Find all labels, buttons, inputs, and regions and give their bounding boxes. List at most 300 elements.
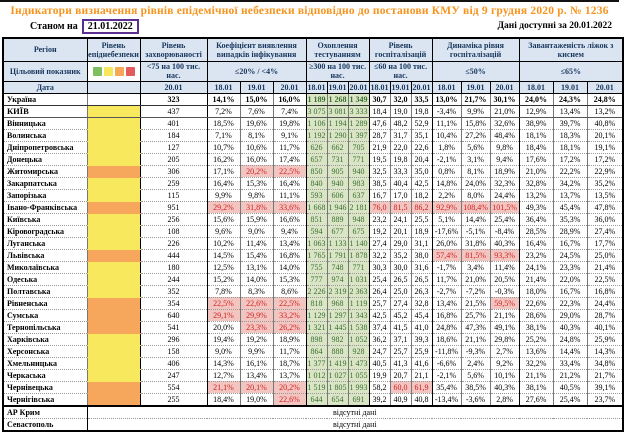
value-cell: 25,7% — [461, 309, 490, 321]
value-cell: 898 — [306, 333, 327, 345]
target-oxygen-beds: ≤65% — [519, 61, 623, 81]
value-cell: 306 — [140, 165, 207, 177]
value-cell: 21,0% — [490, 105, 519, 117]
table-row — [3, 153, 623, 165]
value-cell: 948 — [348, 213, 369, 225]
value-cell: 108 — [140, 225, 207, 237]
value-cell: 30,0 — [390, 261, 411, 273]
value-cell: 25,7 — [369, 297, 390, 309]
value-cell: 17,7% — [587, 237, 623, 249]
value-cell: -8,4% — [490, 225, 519, 237]
value-cell: 13,2% — [519, 189, 553, 201]
value-cell: 25,5 — [411, 213, 432, 225]
value-cell: 26,3 — [411, 285, 432, 297]
value-cell: 1 055 — [349, 370, 368, 380]
epi-level-cell — [87, 237, 140, 249]
value-cell: 28,5% — [519, 225, 553, 237]
value-cell: 24,7 — [369, 345, 390, 357]
value-cell: 101,5% — [490, 201, 519, 213]
value-cell: 20,2% — [273, 381, 306, 393]
value-cell: 92,9% — [432, 201, 461, 213]
value-cell: 7,8% — [207, 285, 240, 297]
value-cell: 24,8% — [553, 333, 587, 345]
value-cell: 12,9% — [519, 105, 553, 117]
col-header-morbidity: Рівень захворюваності — [140, 38, 207, 61]
date-cell: 20.01 — [412, 82, 431, 92]
epi-level-cell — [87, 105, 140, 117]
value-cell: 16,4% — [519, 237, 553, 249]
value-cell: 22,0% — [553, 273, 587, 285]
table-row — [3, 297, 623, 309]
date-cell: 18.01 — [307, 82, 326, 92]
value-cell: 354 — [140, 297, 207, 309]
value-cell: 255 — [140, 393, 207, 406]
value-cell: 888 — [327, 345, 348, 357]
table-row — [3, 165, 623, 177]
value-cell: 1 119 — [349, 298, 368, 308]
value-cell: 52,9 — [411, 117, 432, 129]
value-cell: 26,5 — [411, 273, 432, 285]
value-cell: -3,6% — [461, 393, 490, 406]
value-cell: 654 — [327, 393, 348, 406]
value-cell: 11,1% — [432, 117, 461, 129]
value-cell: 15,8% — [461, 117, 490, 129]
value-cell: 32,8 — [411, 297, 432, 309]
table-header — [3, 38, 623, 93]
value-cell: 17,2% — [553, 153, 587, 165]
value-cell: 38,5 — [369, 177, 390, 189]
value-cell: 10,4% — [432, 129, 461, 141]
epi-level-cell — [87, 165, 140, 177]
value-cell: 755 — [306, 261, 327, 273]
value-cell: 22,5% — [273, 165, 306, 177]
value-cell: 259 — [140, 177, 207, 189]
value-cell: 39,7% — [553, 117, 587, 129]
value-cell: 23,3% — [240, 321, 273, 333]
value-cell: 32,0 — [390, 93, 411, 105]
epi-level-legend — [87, 61, 140, 81]
value-cell: 23,3% — [553, 261, 587, 273]
value-cell: 2 319 — [328, 286, 347, 296]
region-name: Київська — [3, 213, 87, 225]
value-cell: 34,2% — [553, 177, 587, 189]
value-cell: -5,1% — [461, 225, 490, 237]
value-cell: 9,4% — [490, 153, 519, 165]
value-cell: 9,9% — [207, 189, 240, 201]
value-cell: 13,2% — [587, 105, 623, 117]
value-cell: 45,4 — [411, 309, 432, 321]
value-cell: 40,5 — [369, 357, 390, 369]
col-header-hosp-dynamics: Динаміка рівня госпіталізацій — [432, 38, 519, 61]
value-cell: -17,6% — [432, 225, 461, 237]
page-title: Індикатори визначення рівнів епідемічної небезпеки відповідно до постанови КМУ від 9 грудня 2020 р. № 1236 — [10, 5, 609, 17]
epi-level-cell — [87, 117, 140, 129]
value-cell: 16,7% — [553, 237, 587, 249]
value-cell: 17,6% — [519, 153, 553, 165]
value-cell: 42,5 — [369, 309, 390, 321]
value-cell: 2,8% — [490, 393, 519, 406]
value-cell: 38,0 — [411, 249, 432, 261]
value-cell: 593 — [306, 189, 327, 201]
date-cell: 18.01 — [207, 81, 240, 93]
value-cell: 1 133 — [328, 238, 347, 248]
region-name: Донецька — [3, 153, 87, 165]
value-cell: 13,4% — [273, 237, 306, 249]
epi-level-cell — [87, 309, 140, 321]
value-cell: 14,1% — [207, 93, 240, 105]
value-cell: 33,6% — [273, 201, 306, 213]
value-cell: 40,4 — [390, 177, 411, 189]
value-cell: 1 321 — [307, 322, 326, 332]
value-cell: 41,5 — [390, 321, 411, 333]
col-header-hospitalization: Рівень госпіталізацій — [369, 38, 432, 61]
value-cell: 32,2 — [369, 249, 390, 261]
value-cell: 29,8% — [490, 333, 519, 345]
value-cell: 17,2% — [587, 153, 623, 165]
value-cell: 18,1% — [553, 141, 587, 153]
value-cell: 22,5% — [273, 297, 306, 309]
value-cell: 13,1% — [240, 261, 273, 273]
value-cell: -2,1% — [432, 153, 461, 165]
value-cell: 22,5% — [587, 273, 623, 285]
value-cell: 45,2 — [390, 309, 411, 321]
value-cell: 14,5% — [207, 249, 240, 261]
value-cell: 9,4% — [273, 225, 306, 237]
value-cell: 34,8% — [587, 357, 623, 369]
value-cell: 19,9 — [369, 369, 390, 381]
value-cell: 33,3 — [390, 165, 411, 177]
value-cell: 2,2% — [432, 189, 461, 201]
no-data-cell: відсутні дані — [87, 418, 623, 431]
value-cell: 40,3% — [490, 381, 519, 393]
value-cell: 205 — [140, 153, 207, 165]
value-cell: 731 — [327, 153, 348, 165]
value-cell: 13,7% — [553, 189, 587, 201]
value-cell: 401 — [140, 117, 207, 129]
data-available-label: Дані доступні за 20.01.2022 — [497, 21, 612, 31]
value-cell: 24,8% — [587, 93, 623, 105]
value-cell: 14,3% — [587, 345, 623, 357]
value-cell: 31,6 — [411, 261, 432, 273]
value-cell: 1 194 — [328, 118, 347, 128]
table-row — [3, 141, 623, 153]
target-morbidity: <75 на 100 тис. нас. — [140, 61, 207, 81]
value-cell: 8,0% — [461, 189, 490, 201]
value-cell: 1 129 — [307, 310, 326, 320]
value-cell: 3 081 — [328, 106, 347, 116]
value-cell: 16,7% — [553, 285, 587, 297]
indicators-table — [2, 37, 624, 432]
region-name: Україна — [3, 93, 87, 105]
epi-level-cell — [87, 285, 140, 297]
value-cell: 22,2% — [553, 165, 587, 177]
value-cell: 18,4% — [519, 141, 553, 153]
value-cell: 16,2% — [207, 153, 240, 165]
table-row — [3, 406, 623, 419]
value-cell: 25,7 — [390, 345, 411, 357]
target-testing: ≥300 на 100 тис. нас. — [306, 61, 369, 81]
date-cell: 20.01 — [587, 81, 623, 93]
value-cell: 18,2 — [411, 189, 432, 201]
report-subheader — [0, 19, 619, 36]
value-cell: 27,2% — [461, 129, 490, 141]
date-cell: 18.01 — [519, 81, 553, 93]
target-hosp-dynamics: ≤50% — [432, 61, 519, 81]
value-cell: 1 805 — [328, 382, 347, 392]
value-cell: 20,5% — [490, 273, 519, 285]
value-cell: 18,6% — [432, 333, 461, 345]
value-cell: 19,6% — [240, 117, 273, 129]
value-cell: -2,7% — [432, 285, 461, 297]
date-epi-blank — [87, 81, 140, 93]
value-cell: 19,8 — [411, 105, 432, 117]
value-cell: 296 — [140, 333, 207, 345]
region-name: Рівненська — [3, 297, 87, 309]
value-cell: 29,1% — [207, 309, 240, 321]
value-cell: 1 063 — [307, 238, 326, 248]
value-cell: 940 — [348, 165, 369, 177]
value-cell: 1 106 — [307, 118, 326, 128]
value-cell: 38,1% — [519, 381, 553, 393]
target-row-label: Цільовий показник — [3, 61, 87, 81]
value-cell: 594 — [306, 225, 327, 237]
value-cell: 9,6% — [207, 225, 240, 237]
value-cell: 705 — [348, 141, 369, 153]
value-cell: 18,4% — [207, 393, 240, 406]
value-cell: 1 791 — [328, 250, 347, 260]
value-cell: 1 189 — [307, 94, 326, 104]
value-cell: 60,0 — [390, 381, 411, 393]
epi-level-cell — [87, 261, 140, 273]
region-name: Миколаївська — [3, 261, 87, 273]
value-cell: 20,0% — [207, 321, 240, 333]
value-cell: 21,1% — [519, 369, 553, 381]
value-cell: 21,1% — [490, 309, 519, 321]
region-name: Черкаська — [3, 369, 87, 381]
value-cell: 16,0% — [273, 93, 306, 105]
value-cell: 45,4% — [553, 201, 587, 213]
date-cell: 19.01 — [328, 82, 347, 92]
region-name: Одеська — [3, 273, 87, 285]
value-cell: 928 — [348, 345, 369, 357]
value-cell: 406 — [140, 357, 207, 369]
value-cell: 554 — [140, 381, 207, 393]
value-cell: 1 031 — [349, 274, 368, 284]
value-cell: 21,9 — [369, 141, 390, 153]
value-cell: 1 297 — [328, 310, 347, 320]
date-cell: 19.01 — [391, 82, 410, 92]
value-cell: 40,1% — [587, 321, 623, 333]
value-cell: 12,5% — [207, 261, 240, 273]
table-row — [3, 117, 623, 129]
value-cell: -11,8% — [432, 345, 461, 357]
date-cell: 20.01 — [140, 81, 207, 93]
value-cell: 777 — [306, 273, 327, 285]
col-header-detection: Коефіцієнт виявлення випадків інфікування — [207, 38, 306, 61]
value-cell: 1 445 — [328, 322, 347, 332]
value-cell: 19,8% — [273, 117, 306, 129]
value-cell: 18,9% — [490, 165, 519, 177]
value-cell: -1,7% — [432, 261, 461, 273]
value-cell: 24,0% — [519, 93, 553, 105]
value-cell: 444 — [140, 249, 207, 261]
value-cell: 14,0% — [273, 261, 306, 273]
value-cell: 7,1% — [207, 129, 240, 141]
value-cell: 771 — [348, 153, 369, 165]
value-cell: 851 — [306, 213, 327, 225]
as-of-label: Станом на — [30, 21, 78, 32]
value-cell: 21,0% — [461, 273, 490, 285]
value-cell: 3 333 — [349, 106, 368, 116]
value-cell: 22,0 — [390, 141, 411, 153]
value-cell: 8,6% — [273, 285, 306, 297]
value-cell: 19,0 — [390, 105, 411, 117]
target-hospitalization: ≤60 на 100 тис. нас. — [369, 61, 432, 81]
value-cell: 1 538 — [349, 322, 368, 332]
region-name: Запорізька — [3, 189, 87, 201]
value-cell: 657 — [306, 153, 327, 165]
value-cell: 184 — [140, 129, 207, 141]
value-cell: 16,1% — [240, 357, 273, 369]
value-cell: 889 — [327, 213, 348, 225]
value-cell: 951 — [140, 201, 207, 213]
value-cell: 30,3 — [369, 261, 390, 273]
value-cell: 7,6% — [240, 105, 273, 117]
date-cell: 19.01 — [553, 81, 587, 93]
value-cell: 26,5 — [390, 273, 411, 285]
date-cell: 20.01 — [349, 82, 368, 92]
value-cell: 1 268 — [328, 94, 347, 104]
value-cell: 58,2 — [369, 381, 390, 393]
value-cell: 10,6% — [240, 141, 273, 153]
value-cell: 180 — [140, 261, 207, 273]
value-cell: 35,3% — [553, 213, 587, 225]
epi-level-cell — [87, 189, 140, 201]
value-cell: 35,0 — [411, 165, 432, 177]
value-cell: 13,5% — [587, 189, 623, 201]
table-row — [3, 261, 623, 273]
value-cell: 1 946 — [328, 202, 347, 212]
value-cell: 37,1 — [390, 333, 411, 345]
epi-level-cell — [87, 249, 140, 261]
table-row — [3, 321, 623, 333]
value-cell: 22,6% — [519, 297, 553, 309]
value-cell: 32,6% — [490, 117, 519, 129]
table-row — [3, 309, 623, 321]
value-cell: 24,8% — [432, 321, 461, 333]
value-cell: 9,2% — [490, 357, 519, 369]
value-cell: 42,5 — [411, 177, 432, 189]
value-cell: 33,5 — [411, 93, 432, 105]
value-cell: -3,4% — [432, 105, 461, 117]
value-cell: 15,4% — [240, 249, 273, 261]
value-cell: 982 — [327, 333, 348, 345]
value-cell: 28,7 — [369, 129, 390, 141]
value-cell: 247 — [140, 369, 207, 381]
value-cell: 16,8% — [587, 285, 623, 297]
value-cell: 25,4% — [553, 393, 587, 406]
value-cell: 22,6% — [273, 393, 306, 406]
value-cell: 1 290 — [328, 130, 347, 140]
value-cell: 1 519 — [307, 382, 326, 392]
value-cell: 41,6 — [411, 357, 432, 369]
as-of-date-box: 21.01.2022 — [82, 19, 139, 34]
epi-level-cell — [87, 93, 140, 105]
epi-level-cell — [87, 381, 140, 393]
value-cell: 905 — [327, 165, 348, 177]
value-cell: 9,0% — [240, 225, 273, 237]
table-row — [3, 369, 623, 381]
value-cell: 35,2% — [587, 177, 623, 189]
value-cell: 606 — [327, 189, 348, 201]
value-cell: 1 419 — [328, 358, 347, 368]
date-cell: 19.01 — [240, 81, 273, 93]
value-cell: 0,8% — [432, 165, 461, 177]
value-cell: 27,4 — [390, 297, 411, 309]
value-cell: 16,0% — [240, 153, 273, 165]
value-cell: 14,0% — [240, 273, 273, 285]
value-cell: 323 — [140, 93, 207, 105]
region-name: Луганська — [3, 237, 87, 249]
value-cell: 9,9% — [461, 105, 490, 117]
epi-level-cell — [87, 345, 140, 357]
legend-swatch-3 — [126, 67, 135, 76]
epi-level-cell — [87, 393, 140, 406]
value-cell: 18,0% — [519, 285, 553, 297]
date-cell: 18.01 — [432, 81, 461, 93]
value-cell: 18,9 — [411, 225, 432, 237]
value-cell: 9,8% — [240, 189, 273, 201]
value-cell: 31,8% — [461, 237, 490, 249]
value-cell: 983 — [348, 177, 369, 189]
value-cell: 17,4% — [273, 153, 306, 165]
region-name: АР Крим — [3, 406, 87, 419]
table-row — [3, 418, 623, 431]
value-cell: 37,4 — [369, 321, 390, 333]
value-cell: 5,6% — [461, 141, 490, 153]
value-cell: 25,0% — [587, 249, 623, 261]
value-cell: 18,5% — [207, 117, 240, 129]
table-body — [3, 93, 623, 431]
value-cell: 644 — [306, 393, 327, 406]
value-cell: 1 140 — [349, 238, 368, 248]
value-cell: 1 993 — [349, 382, 368, 392]
value-cell: 2 226 — [307, 286, 326, 296]
epi-level-cell — [87, 333, 140, 345]
value-cell: 40,3% — [553, 321, 587, 333]
value-cell: 22,3% — [553, 297, 587, 309]
value-cell: 15,3% — [240, 177, 273, 189]
value-cell: 21,0% — [519, 165, 553, 177]
value-cell: 21,4% — [587, 261, 623, 273]
value-cell: 677 — [327, 225, 348, 237]
value-cell: 32,2% — [519, 357, 553, 369]
value-cell: 108,4% — [461, 201, 490, 213]
value-cell: 29,0 — [390, 237, 411, 249]
value-cell: 61,9 — [411, 381, 432, 393]
table-row — [3, 177, 623, 189]
value-cell: 9,9% — [240, 345, 273, 357]
value-cell: 19,2% — [240, 333, 273, 345]
value-cell: 17,1% — [207, 165, 240, 177]
value-cell: 32,3% — [490, 177, 519, 189]
value-cell: 22,6% — [240, 297, 273, 309]
value-cell: -9,3% — [461, 345, 490, 357]
table-row — [3, 129, 623, 141]
value-cell: 31,1 — [411, 237, 432, 249]
table-row — [3, 225, 623, 237]
table-row — [3, 273, 623, 285]
